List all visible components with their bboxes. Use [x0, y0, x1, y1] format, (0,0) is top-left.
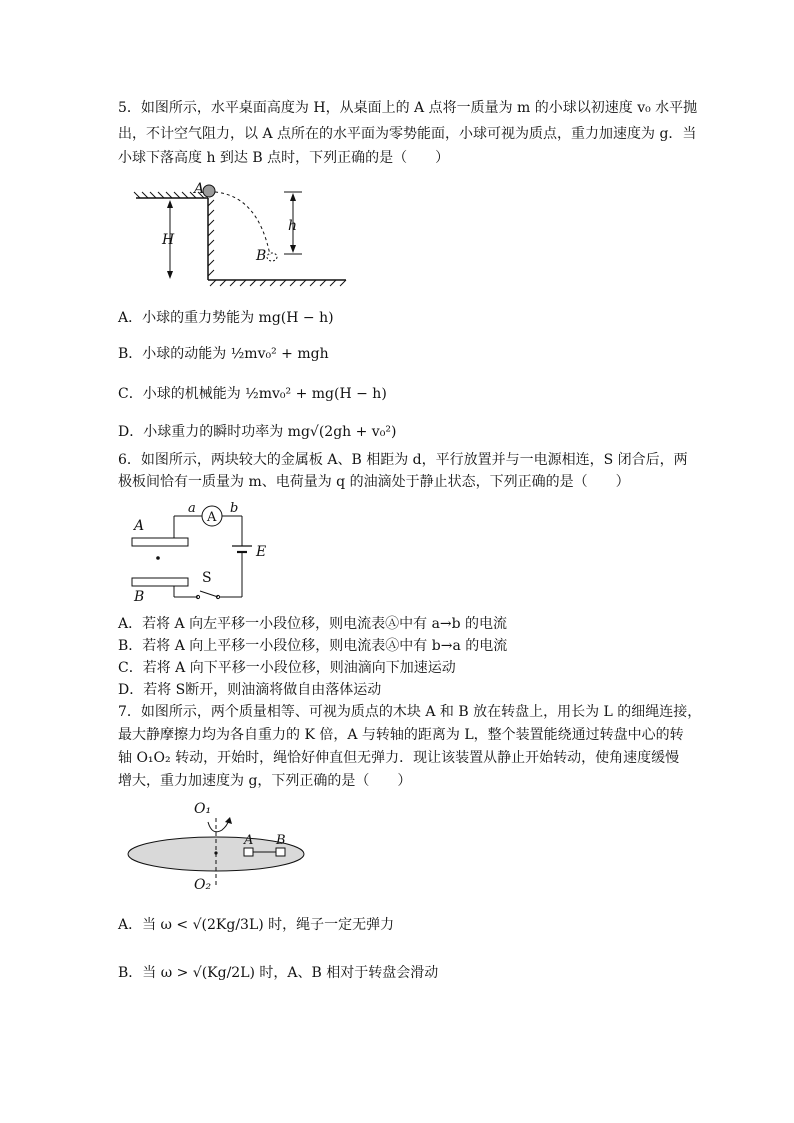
q5-line-2: 出，不计空气阻力，以 A 点所在的水平面为零势能面，小球可视为质点，重力加速度为 g．当: [118, 126, 697, 142]
q7-label-a: A: [244, 833, 254, 848]
q6-label-plate-a: A: [134, 518, 145, 534]
q5-option-d: D．小球重力的瞬时功率为 mg√(2gh + v₀²): [118, 424, 397, 440]
q5-option-b: B．小球的动能为 ½mv₀² + mgh: [118, 346, 329, 362]
q6-line-1: 6．如图所示，两块较大的金属板 A、B 相距为 d，平行放置并与一电源相连，S 闭合后，两: [118, 452, 688, 468]
q5-label-H: H: [162, 232, 175, 248]
q5-line-3: 小球下落高度 h 到达 B 点时，下列正确的是（ ）: [118, 150, 450, 166]
q5-label-h: h: [288, 218, 298, 234]
q5-option-a: A．小球的重力势能为 mg(H − h): [118, 310, 334, 326]
q5-line-1: 5．如图所示，水平桌面高度为 H，从桌面上的 A 点将一质量为 m 的小球以初速度 v₀ 水平抛: [118, 100, 698, 116]
q7-option-b: B．当 ω > √(Kg/2L) 时，A、B 相对于转盘会滑动: [118, 965, 439, 981]
q7-option-a: A．当 ω < √(2Kg/3L) 时，绳子一定无弹力: [118, 917, 395, 933]
q7-line-4: 增大，重力加速度为 g，下列正确的是（ ）: [118, 773, 412, 789]
q6-option-d: D．若将 S断开，则油滴将做自由落体运动: [118, 682, 382, 698]
q6-option-b: B．若将 A 向上平移一小段位移，则电流表Ⓐ中有 b→a 的电流: [118, 638, 508, 654]
q7-label-b: B: [276, 833, 286, 848]
q5-figure: [128, 180, 358, 295]
q5-label-B: B: [256, 248, 267, 264]
q7-line-2: 最大静摩擦力均为各自重力的 K 倍，A 与转轴的距离为 L，整个装置能绕通过转盘中心的转: [118, 727, 684, 743]
q6-label-E: E: [256, 544, 267, 560]
q6-label-S: S: [202, 570, 212, 586]
q5-label-A: A: [194, 181, 205, 197]
q6-option-a: A．若将 A 向左平移一小段位移，则电流表Ⓐ中有 a→b 的电流: [118, 616, 508, 632]
q6-line-2: 极板间恰有一质量为 m、电荷量为 q 的油滴处于静止状态，下列正确的是（ ）: [118, 474, 630, 490]
q6-label-b: b: [230, 501, 239, 516]
q6-ammeter-label: A: [207, 510, 217, 525]
q6-label-a: a: [188, 501, 196, 516]
q6-option-c: C．若将 A 向下平移一小段位移，则油滴向下加速运动: [118, 660, 456, 676]
q6-label-plate-b: B: [134, 589, 145, 605]
q5-option-c: C．小球的机械能为 ½mv₀² + mg(H − h): [118, 386, 387, 402]
q7-label-o2: O₂: [194, 877, 212, 893]
q7-line-3: 轴 O₁O₂ 转动，开始时，绳恰好伸直但无弹力．现让该装置从静止开始转动，使角速度缓慢: [118, 750, 680, 766]
q6-circuit-figure: [126, 500, 276, 605]
q7-line-1: 7．如图所示，两个质量相等、可视为质点的木块 A 和 B 放在转盘上，用长为 L 的细绳连接，: [118, 704, 702, 720]
q7-label-o1: O₁: [194, 801, 212, 817]
q7-turntable-figure: [126, 796, 316, 896]
